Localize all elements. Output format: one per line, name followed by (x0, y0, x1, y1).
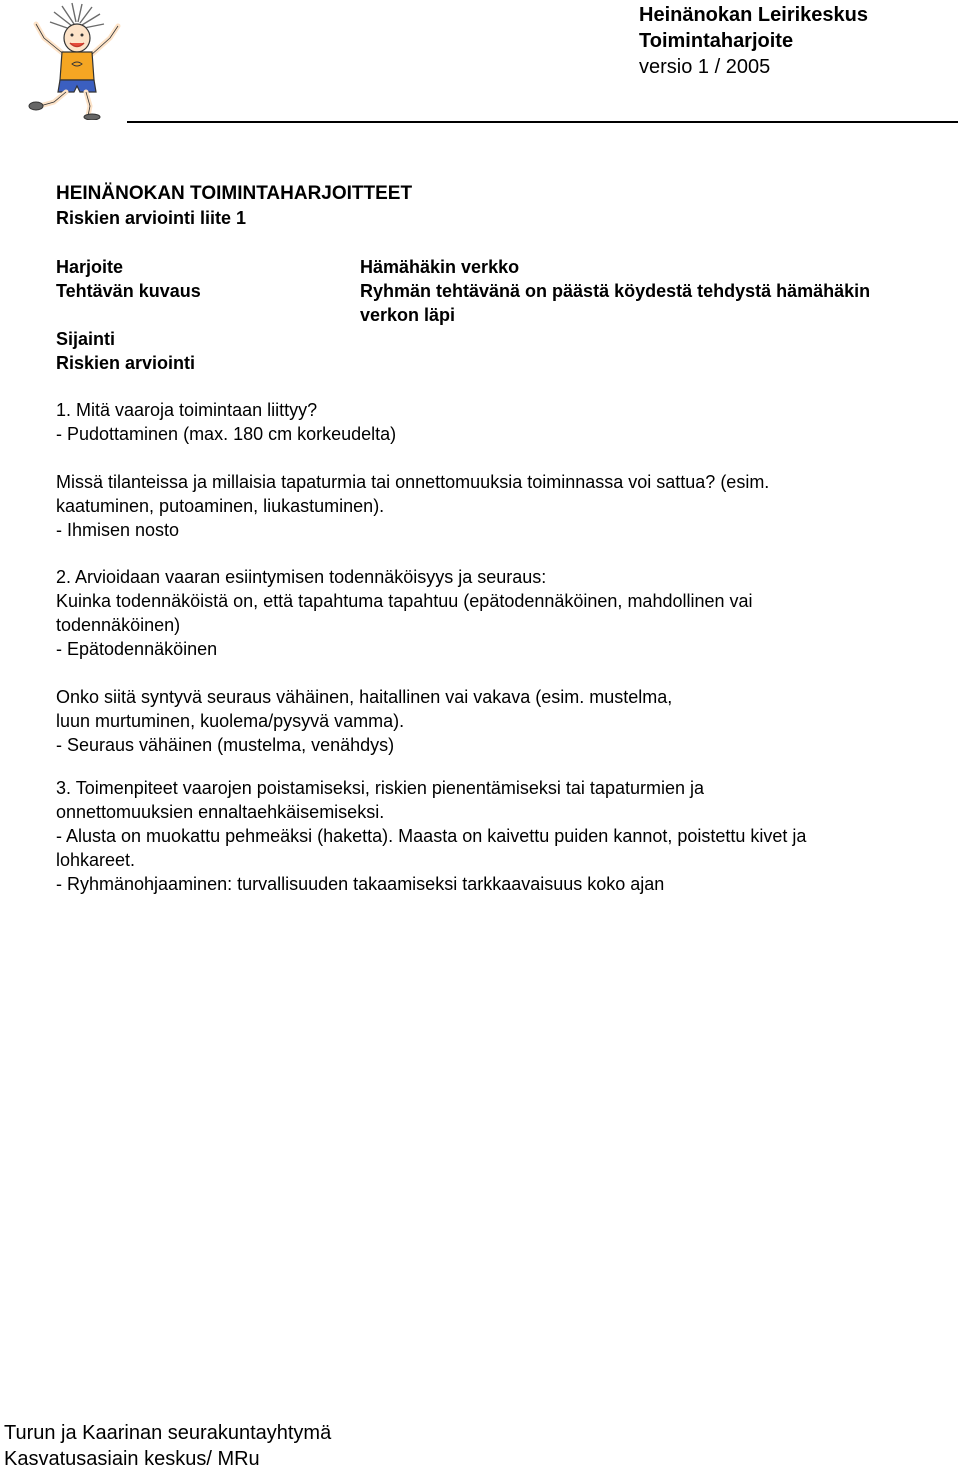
title-sub: Riskien arviointi liite 1 (56, 208, 247, 228)
section2-question1-line2: todennäköinen) (56, 615, 181, 635)
field-labels (56, 255, 201, 375)
section3-heading-line2: onnettomuuksien ennaltaehkäisemiseksi. (56, 802, 385, 822)
section1-question2-line1: Missä tilanteissa ja millaisia tapaturmia tai onnettomuuksia toiminnassa voi sattua? (esim. (56, 472, 770, 492)
document-header (639, 2, 868, 80)
section3-answer2: - Ryhmänohjaaminen: turvallisuuden takaamiseksi tarkkaavaisuus koko ajan (56, 874, 665, 894)
document-version: versio 1 / 2005 (639, 56, 771, 78)
footer-line2: Kasvatusasiain keskus/ MRu (4, 1448, 260, 1470)
section-2 (56, 565, 936, 757)
spacer (56, 661, 936, 685)
description-value-line2: verkon läpi (360, 305, 456, 325)
section3-answer1-line2: lohkareet. (56, 850, 136, 870)
location-label: Sijainti (56, 329, 116, 349)
exercise-value: Hämähäkin verkko (360, 257, 520, 277)
section-1 (56, 398, 936, 542)
document-footer (4, 1420, 331, 1472)
risk-assessment-label: Riskien arviointi (56, 353, 196, 373)
title-main: HEINÄNOKAN TOIMINTAHARJOITTEET (56, 183, 413, 204)
organization-name: Heinänokan Leirikeskus (639, 4, 868, 26)
section2-question1-line1: Kuinka todennäköistä on, että tapahtuma tapahtuu (epätodennäköinen, mahdollinen vai (56, 591, 753, 611)
section2-question2-line2: luun murtuminen, kuolema/pysyvä vamma). (56, 711, 405, 731)
document-type: Toimintaharjoite (639, 30, 794, 52)
field-values (360, 255, 950, 327)
section3-answer1-line1: - Alusta on muokattu pehmeäksi (haketta). Maasta on kaivettu puiden kannot, poistettu kivet ja (56, 826, 807, 846)
footer-line1: Turun ja Kaarinan seurakuntayhtymä (4, 1422, 332, 1444)
section2-answer2: - Seuraus vähäinen (mustelma, venähdys) (56, 735, 395, 755)
document-title (56, 182, 412, 230)
section1-question2-line2: kaatuminen, putoaminen, liukastuminen). (56, 496, 385, 516)
section2-question2-line1: Onko siitä syntyvä seuraus vähäinen, haitallinen vai vakava (esim. mustelma, (56, 687, 673, 707)
label-spacer (56, 303, 201, 327)
section1-question1: 1. Mitä vaaroja toimintaan liittyy? (56, 400, 318, 420)
header-divider (127, 121, 958, 123)
section1-answer1: - Pudottaminen (max. 180 cm korkeudelta) (56, 424, 397, 444)
logo-jumping-figure-icon (14, 2, 124, 120)
spacer (56, 446, 936, 470)
section2-answer1: - Epätodennäköinen (56, 639, 218, 659)
section2-heading: 2. Arvioidaan vaaran esiintymisen todennäköisyys ja seuraus: (56, 567, 547, 587)
section3-heading-line1: 3. Toimenpiteet vaarojen poistamiseksi, riskien pienentämiseksi tai tapaturmien ja (56, 778, 704, 798)
exercise-label: Harjoite (56, 257, 124, 277)
section1-answer2: - Ihmisen nosto (56, 520, 180, 540)
section-3 (56, 776, 936, 896)
description-label: Tehtävän kuvaus (56, 281, 201, 301)
description-value-line1: Ryhmän tehtävänä on päästä köydestä tehdystä hämähäkin (360, 281, 871, 301)
